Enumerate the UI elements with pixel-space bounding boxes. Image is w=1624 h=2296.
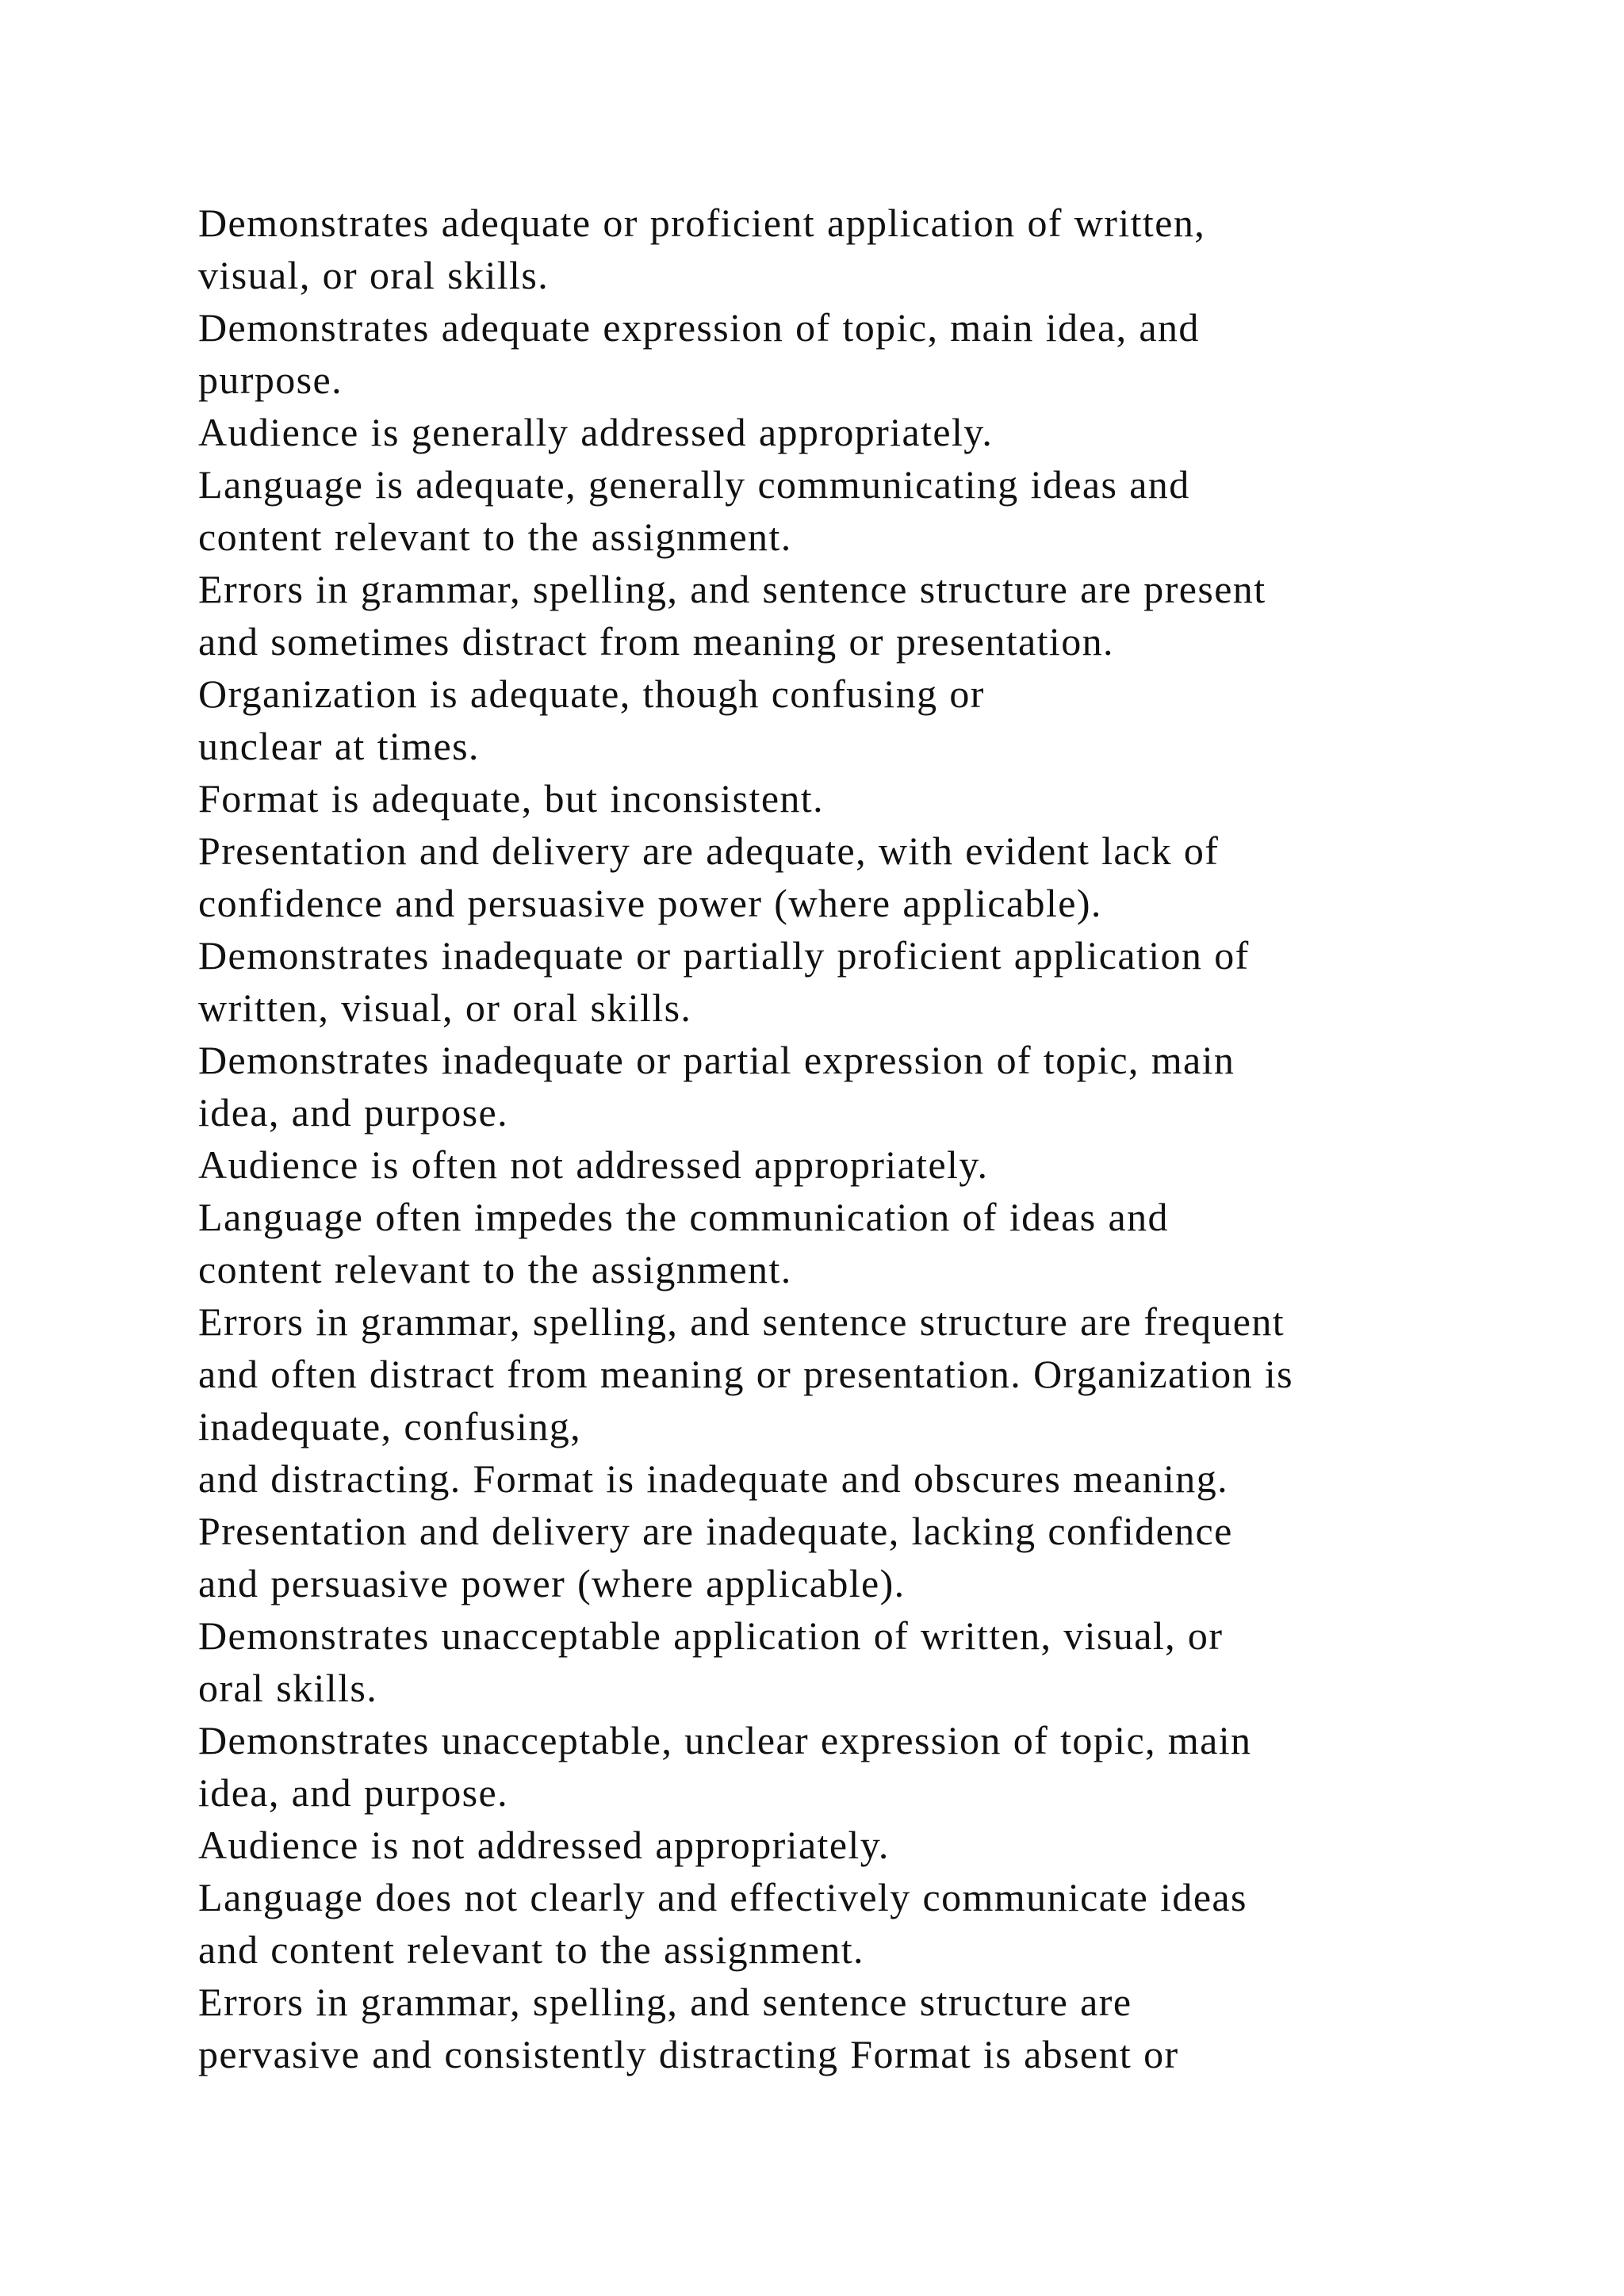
text-line: Language does not clearly and effectively communicate ideas xyxy=(198,1875,1247,1919)
document-body-text xyxy=(198,197,1435,2080)
text-line: idea, and purpose. xyxy=(198,1770,508,1815)
text-line: content relevant to the assignment. xyxy=(198,1247,792,1292)
text-line: idea, and purpose. xyxy=(198,1090,508,1135)
text-line: Errors in grammar, spelling, and sentence structure are present xyxy=(198,567,1266,611)
text-line: and distracting. Format is inadequate and obscures meaning. xyxy=(198,1456,1228,1501)
text-line: Format is adequate, but inconsistent. xyxy=(198,776,825,821)
text-line: Audience is often not addressed appropriately. xyxy=(198,1142,989,1187)
text-line: Audience is generally addressed appropriately. xyxy=(198,410,994,454)
text-line: inadequate, confusing, xyxy=(198,1404,582,1448)
text-line: visual, or oral skills. xyxy=(198,253,550,297)
text-line: Demonstrates inadequate or partial expression of topic, main xyxy=(198,1038,1235,1082)
text-line: and persuasive power (where applicable). xyxy=(198,1561,906,1605)
text-line: Language is adequate, generally communicating ideas and xyxy=(198,462,1190,507)
text-line: Organization is adequate, though confusing or xyxy=(198,672,985,716)
text-line: and content relevant to the assignment. xyxy=(198,1927,864,1972)
text-line: pervasive and consistently distracting Format is absent or xyxy=(198,2032,1179,2076)
text-line: Errors in grammar, spelling, and sentence structure are frequent xyxy=(198,1299,1285,1344)
text-line: purpose. xyxy=(198,358,343,402)
text-line: Demonstrates inadequate or partially proficient application of xyxy=(198,933,1250,978)
text-line: oral skills. xyxy=(198,1666,378,1710)
text-line: Audience is not addressed appropriately. xyxy=(198,1823,890,1867)
text-line: and sometimes distract from meaning or presentation. xyxy=(198,619,1114,664)
text-line: Errors in grammar, spelling, and sentence structure are xyxy=(198,1980,1132,2024)
text-line: Presentation and delivery are adequate, with evident lack of xyxy=(198,828,1220,873)
text-line: and often distract from meaning or presentation. Organization is xyxy=(198,1352,1294,1396)
text-line: Demonstrates adequate expression of topic, main idea, and xyxy=(198,305,1200,350)
text-line: confidence and persuasive power (where applicable). xyxy=(198,881,1102,925)
text-line: written, visual, or oral skills. xyxy=(198,985,692,1030)
text-line: Demonstrates unacceptable, unclear expression of topic, main xyxy=(198,1718,1252,1762)
text-line: Presentation and delivery are inadequate, lacking confidence xyxy=(198,1509,1233,1553)
text-line: unclear at times. xyxy=(198,724,480,768)
text-line: content relevant to the assignment. xyxy=(198,515,792,559)
text-line: Demonstrates adequate or proficient application of written, xyxy=(198,201,1206,245)
text-line: Demonstrates unacceptable application of written, visual, or xyxy=(198,1613,1224,1658)
text-line: Language often impedes the communication of ideas and xyxy=(198,1195,1169,1239)
